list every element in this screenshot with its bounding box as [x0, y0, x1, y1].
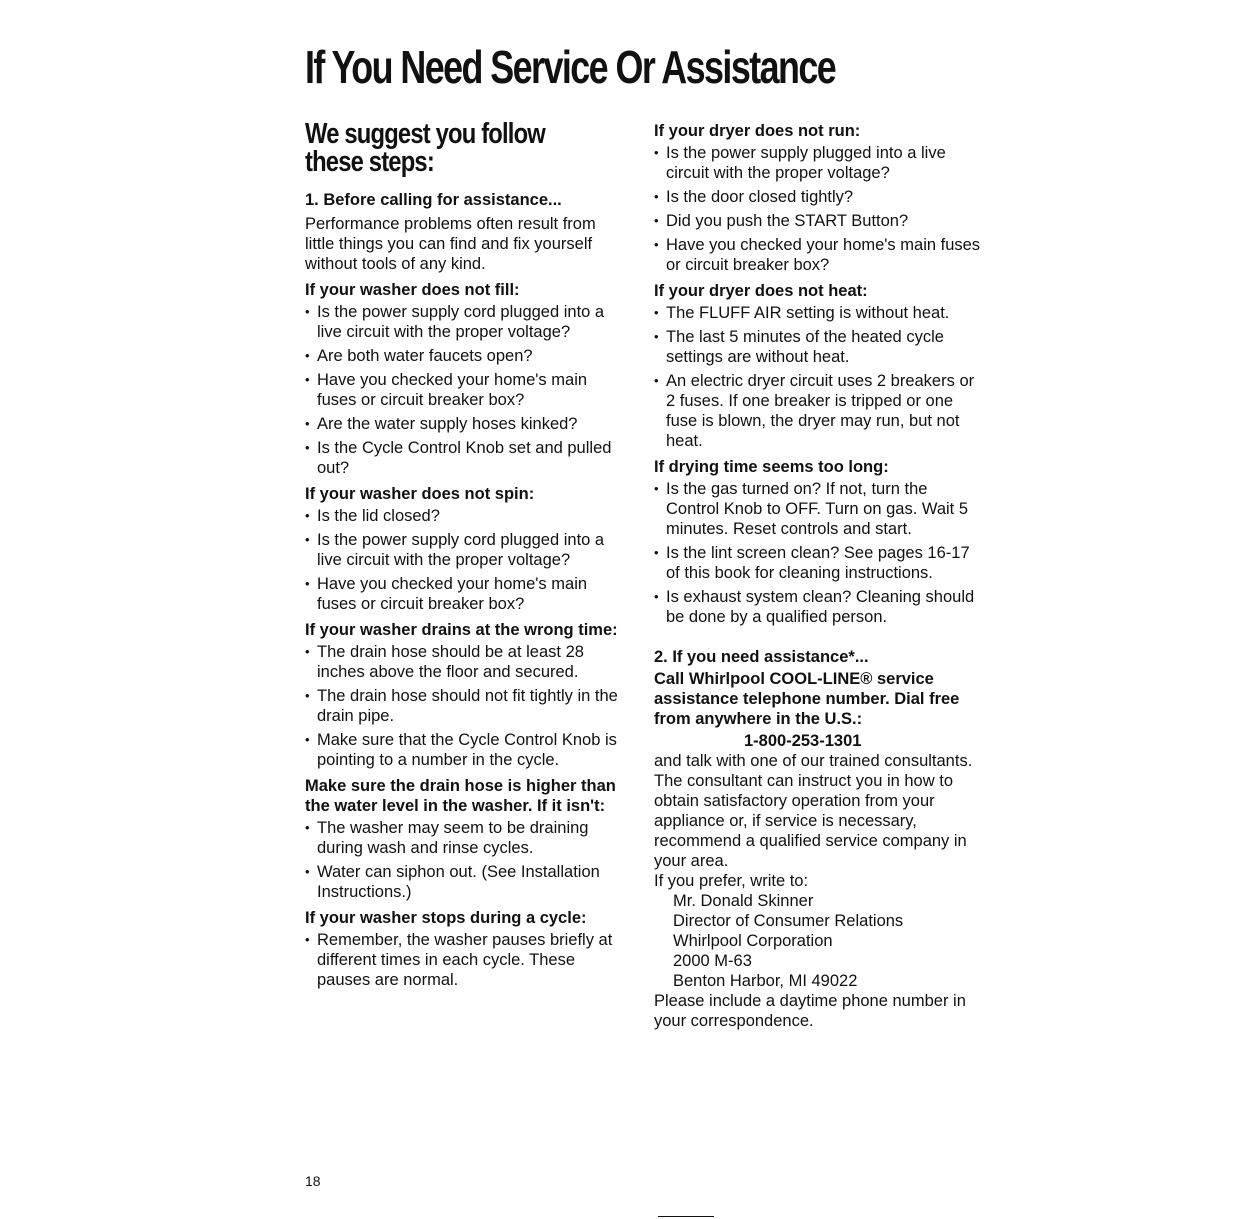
list-item: • Is the lint screen clean? See pages 16-17 of this book for cleaning instructions. — [654, 543, 984, 583]
subtitle-line-2: these steps: — [305, 146, 434, 178]
washer-drains-list — [305, 642, 625, 770]
list-item: • Are both water faucets open? — [305, 346, 625, 366]
step1-intro: Performance problems often result from little things you can find and fix yourself without tools of any kind. — [305, 215, 596, 273]
subtitle-line-1: We suggest you follow — [305, 118, 545, 150]
page-title: If You Need Service Or Assistance — [305, 41, 836, 93]
list-item: • The washer may seem to be draining during wash and rinse cycles. — [305, 818, 625, 858]
right-column — [654, 121, 984, 1031]
washer-stops-heading: If your washer stops during a cycle: — [305, 909, 587, 927]
list-item: • Is the Cycle Control Knob set and pulled out? — [305, 438, 625, 478]
step1-heading: 1. Before calling for assistance... — [305, 191, 562, 209]
list-item: • Water can siphon out. (See Installation Instructions.) — [305, 862, 625, 902]
list-item: • Is the power supply cord plugged into a live circuit with the proper voltage? — [305, 302, 625, 342]
list-item: • Have you checked your home's main fuses or circuit breaker box? — [305, 370, 625, 410]
address-line: 2000 M-63 — [673, 952, 752, 970]
phone-number: 1-800-253-1301 — [744, 732, 862, 750]
washer-not-fill-list — [305, 302, 625, 478]
list-item: • Have you checked your home's main fuses or circuit breaker box? — [305, 574, 625, 614]
washer-not-fill-heading: If your washer does not fill: — [305, 281, 520, 299]
drying-time-heading: If drying time seems too long: — [654, 458, 889, 476]
dryer-not-heat-heading: If your dryer does not heat: — [654, 282, 868, 300]
left-column — [305, 120, 625, 994]
drying-time-list — [654, 479, 984, 627]
dryer-not-heat-list — [654, 303, 984, 451]
list-item: • Remember, the washer pauses briefly at different times in each cycle. These pauses are normal. — [305, 930, 625, 990]
list-item: • The last 5 minutes of the heated cycle settings are without heat. — [654, 327, 984, 367]
list-item: • Have you checked your home's main fuses or circuit breaker box? — [654, 235, 984, 275]
address-line: Director of Consumer Relations — [673, 912, 904, 930]
list-item: • Is the door closed tightly? — [654, 187, 984, 207]
list-item: • The drain hose should not fit tightly in the drain pipe. — [305, 686, 625, 726]
page-number: 18 — [305, 1173, 321, 1189]
address-line: Whirlpool Corporation — [673, 932, 833, 950]
list-item: • Is the gas turned on? If not, turn the Control Knob to OFF. Turn on gas. Wait 5 minutes. Reset controls and start. — [654, 479, 984, 539]
list-item: • Are the water supply hoses kinked? — [305, 414, 625, 434]
washer-stops-list — [305, 930, 625, 990]
list-item: • Is the power supply cord plugged into a live circuit with the proper voltage? — [305, 530, 625, 570]
drain-hose-list — [305, 818, 625, 902]
steps-subtitle — [305, 120, 567, 176]
list-item: • Is exhaust system clean? Cleaning should be done by a qualified person. — [654, 587, 984, 627]
write-intro: If you prefer, write to: — [654, 872, 809, 890]
consultant-text: and talk with one of our trained consultants. The consultant can instruct you in how to obtain satisfactory operation from your appliance or, if service is necessary, recommend a qualified service company in your area. — [654, 752, 973, 870]
list-item: • An electric dryer circuit uses 2 breakers or 2 fuses. If one breaker is tripped or one fuse is blown, the dryer may run, but not heat. — [654, 371, 984, 451]
dryer-not-run-heading: If your dryer does not run: — [654, 122, 861, 140]
list-item: • Make sure that the Cycle Control Knob is pointing to a number in the cycle. — [305, 730, 625, 770]
list-item: • Is the power supply plugged into a live circuit with the proper voltage? — [654, 143, 984, 183]
list-item: • The FLUFF AIR setting is without heat. — [654, 303, 984, 323]
call-cool-line-text: Call Whirlpool COOL-LINE® service assistance telephone number. Dial free from anywhere in the U.S.: — [654, 670, 960, 728]
drain-hose-heading: Make sure the drain hose is higher than the water level in the washer. If it isn't: — [305, 777, 616, 815]
dryer-not-run-list — [654, 143, 984, 275]
list-item: • Is the lid closed? — [305, 506, 625, 526]
address-line: Mr. Donald Skinner — [673, 892, 814, 910]
mailing-address — [654, 891, 984, 991]
list-item: • Did you push the START Button? — [654, 211, 984, 231]
footer-rule — [658, 1216, 714, 1217]
washer-not-spin-list — [305, 506, 625, 614]
washer-not-spin-heading: If your washer does not spin: — [305, 485, 535, 503]
step2-heading: 2. If you need assistance*... — [654, 648, 869, 666]
address-line: Benton Harbor, MI 49022 — [673, 972, 858, 990]
washer-drains-heading: If your washer drains at the wrong time: — [305, 621, 618, 639]
list-item: • The drain hose should be at least 28 inches above the floor and secured. — [305, 642, 625, 682]
closing-text: Please include a daytime phone number in your correspondence. — [654, 992, 966, 1030]
